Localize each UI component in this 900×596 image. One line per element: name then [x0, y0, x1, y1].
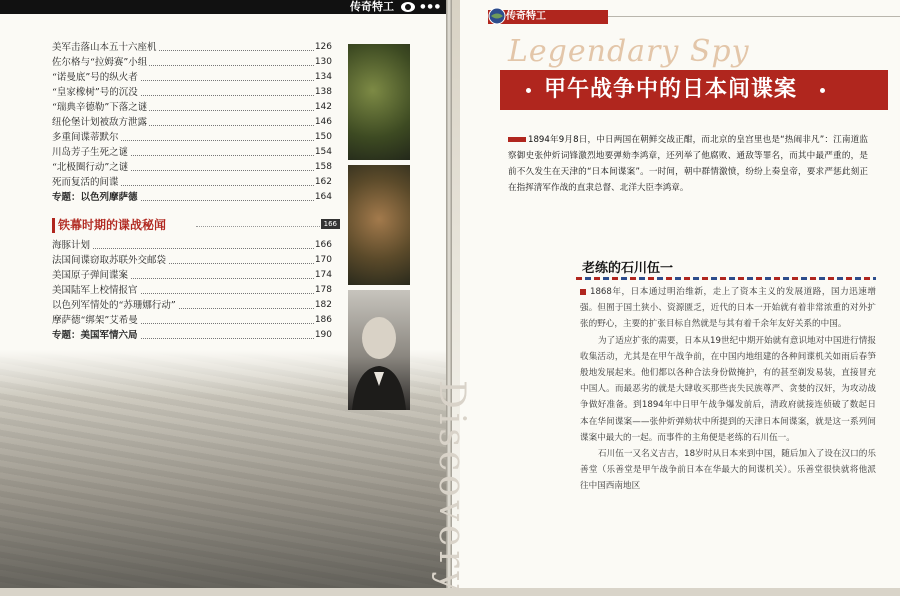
toc-item[interactable]: “北极圈行动”之谜 158	[52, 162, 332, 173]
section-accent-bar	[52, 218, 55, 233]
toc-item[interactable]: 美国原子弹间谍案 174	[52, 270, 332, 281]
toc-item[interactable]: 佐尔格与“拉姆赛”小组 130	[52, 57, 332, 68]
toc-item[interactable]: 海豚计划 166	[52, 240, 332, 251]
body-paragraph: 为了适应扩张的需要，日本从19世纪中期开始就有意识地对中国进行情报收集活动，尤其是在甲午战争前，在中国内地组建的各种间谍机关如雨后春笋般地发展起来。他们都以各种合法身份做掩护，有的甚至剃发易装，直接冒充中国人。而最恶劣的就是大肆收买那些丧失民族尊严、贪婪的汉奸，为攻动战争做好准备。到1894年中日甲午战争爆发前后，清政府就接连侦破了数起日本在华间谍案——张仲炘弹劾状中所提到的天津日本间谍案，就是这一系列间谍案中最大的一起。而事件的主角便是老练的石川伍一。	[580, 335, 876, 443]
toc-item[interactable]: “皇家橡树”号的沉没 138	[52, 87, 332, 98]
toc-item[interactable]: 死而复活的间谍 162	[52, 177, 332, 188]
portrait-photo	[348, 290, 410, 410]
body-paragraph: 石川伍一又名义吉吉，18岁时从日本来到中国，随后加入了设在汉口的乐善堂（乐善堂是甲午战争前日本在华最大的间谍机关）。乐善堂很快就将他派往中国西南地区	[580, 449, 876, 492]
section-title: 铁幕时期的谍战秘闻	[58, 218, 167, 232]
subheading-text: 老练的石川伍一	[582, 261, 674, 276]
article-body	[580, 284, 876, 495]
toc-item[interactable]: 川岛芳子生死之谜 154	[52, 147, 332, 158]
article-title-banner	[500, 70, 888, 110]
toc-item-special[interactable]: 专题：以色列摩萨德 164	[52, 192, 332, 203]
left-page	[0, 0, 446, 588]
decor-title: Legendary Spy	[508, 34, 750, 69]
article-title: 甲午战争中的日本间谍案	[544, 77, 798, 102]
intro-paragraph: 1894年9月8日，中日两国在朝鲜交战正酣，而北京的皇宫里也是“热闹非凡”：江南道监察御史张仲炘词锋激烈地要弹劾李鸿章，还列举了他腐败、通敌等罪名，而其中最严重的，是前不久发生在天津的“日本间谍案”。一时间，朝中群情激愤，纷纷上奏皇帝，要求严惩此刻正在指挥清军作战的直隶总督、北洋大臣李鸿章。	[508, 135, 868, 193]
left-header-bar	[0, 0, 446, 14]
toc-item[interactable]: 美军击落山本五十六座机 126	[52, 42, 332, 53]
spy-emblem-icon	[400, 1, 416, 13]
subheading	[576, 254, 876, 280]
section-heading	[52, 216, 340, 234]
toc-item[interactable]: 摩萨德“绑架”艾希曼 186	[52, 315, 332, 326]
camouflaged-face-photo	[348, 165, 410, 285]
toc-item[interactable]: 法国间谍窃取苏联外交邮袋 170	[52, 255, 332, 266]
toc-item[interactable]: 多重间谍蒂默尔 150	[52, 132, 332, 143]
vertical-watermark: Discovery	[431, 380, 472, 596]
toc-list-b	[52, 238, 332, 343]
right-header-bar	[488, 10, 608, 24]
body-paragraph: 1868年，日本通过明治维新，走上了资本主义的发展道路，国力迅速增强。但囿于国土狭小、资源匮乏，近代的日本一开始就有着非常浓重的对外扩张的野心，主要的扩张目标自然就是与其有着千余年友好关系的中国。	[580, 287, 876, 330]
camouflage-soldier-photo	[348, 44, 410, 160]
toc-item[interactable]: 以色列军情处的“苏珊娜行动” 182	[52, 300, 332, 311]
left-header-title: 传奇特工	[350, 0, 394, 13]
toc-list-a	[52, 40, 332, 205]
right-page	[431, 0, 900, 596]
toc-item[interactable]: 纽伦堡计划被敌方泄露 146	[52, 117, 332, 128]
toc-item-special[interactable]: 专题：美国军情六局 190	[52, 330, 332, 341]
toc-item[interactable]: “瑞典辛德勒”下落之谜 142	[52, 102, 332, 113]
toc-item[interactable]: “诺曼底”号的纵火者 134	[52, 72, 332, 83]
header-dots: ●●●	[420, 3, 442, 10]
portrait-silhouette-icon	[348, 290, 410, 410]
toc-item[interactable]: 美国陆军上校情报官 178	[52, 285, 332, 296]
section-page-badge: 166	[321, 219, 340, 229]
right-header-title: 传奇特工	[506, 11, 546, 22]
airmail-stripe	[576, 277, 876, 280]
globe-icon	[488, 7, 506, 25]
